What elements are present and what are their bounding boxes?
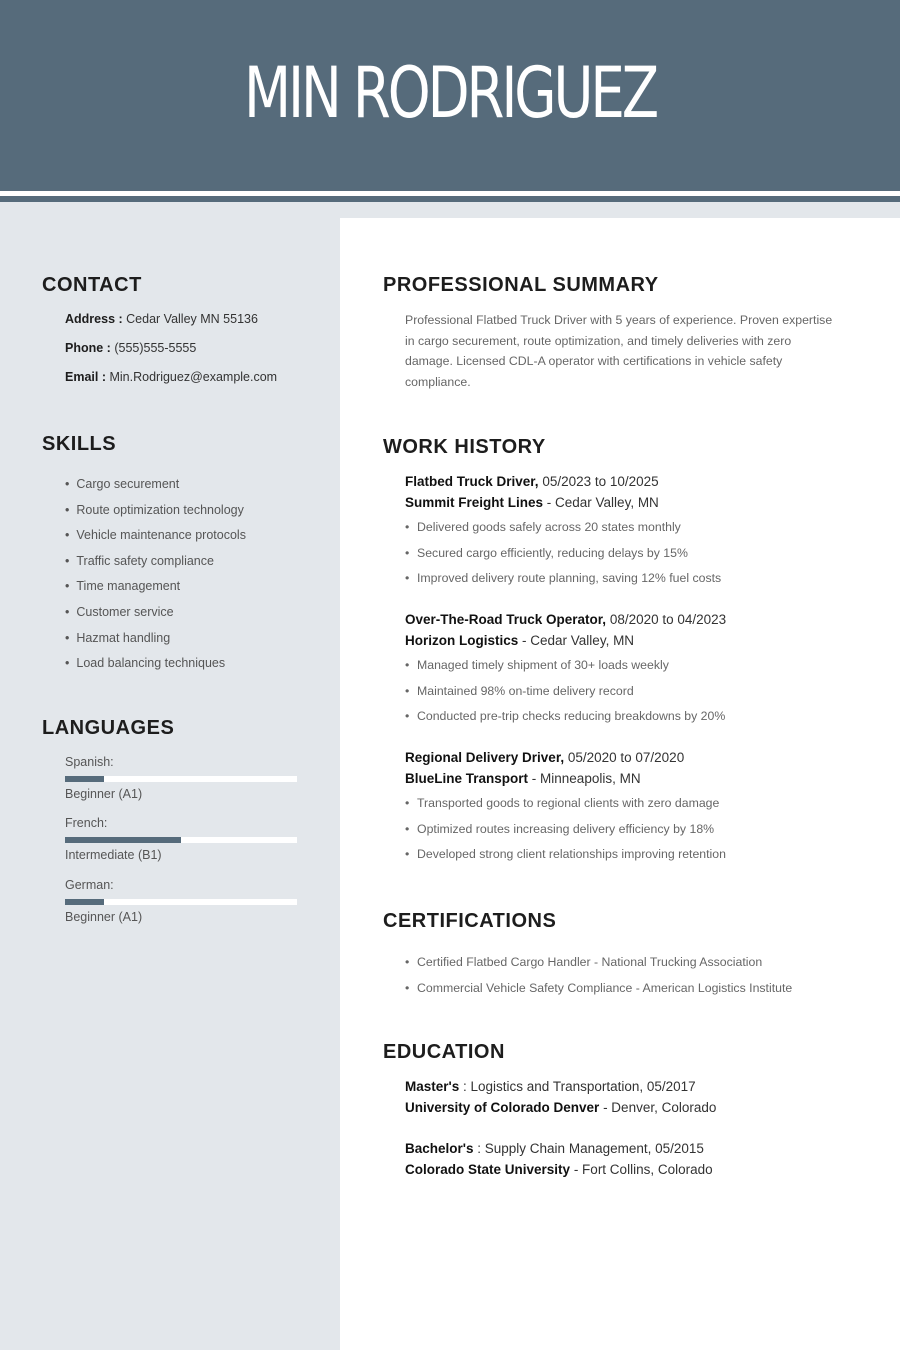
skill-item: • Customer service <box>65 603 246 629</box>
phone-value: (555)555-5555 <box>114 341 197 355</box>
job-bullets <box>405 794 865 871</box>
contact-title: CONTACT <box>42 274 142 296</box>
job-role: Flatbed Truck Driver, <box>405 474 539 489</box>
degree-field: : Supply Chain Management, 05/2015 <box>477 1141 704 1156</box>
job-bullet: • Delivered goods safely across 20 states monthly <box>405 518 865 544</box>
skill-item: • Traffic safety compliance <box>65 552 246 578</box>
job-role-line <box>405 472 865 493</box>
school-location: - Denver, Colorado <box>603 1100 717 1115</box>
skill-item: • Route optimization technology <box>65 501 246 527</box>
certifications-title: CERTIFICATIONS <box>383 910 557 932</box>
school-line <box>405 1160 865 1181</box>
job-dates: 05/2020 to 07/2020 <box>567 750 685 765</box>
skills-title: SKILLS <box>42 433 117 455</box>
education-entry <box>405 1139 865 1181</box>
phone-label: Phone : <box>65 341 111 355</box>
school-location: - Fort Collins, Colorado <box>573 1162 713 1177</box>
job-role: Over-The-Road Truck Operator, <box>405 612 607 627</box>
job-location: - Cedar Valley, MN <box>522 633 635 648</box>
proficiency-fill <box>65 899 104 905</box>
header-banner <box>0 0 900 191</box>
job-entry <box>405 748 865 871</box>
job-bullet: • Developed strong client relationships improving retention <box>405 845 865 871</box>
certification-item: • Certified Flatbed Cargo Handler - National Trucking Association <box>405 953 792 979</box>
summary-line: Professional Flatbed Truck Driver with 5 years of experience. Proven expertise <box>405 313 833 327</box>
job-company-line <box>405 769 865 790</box>
language-level: Beginner (A1) <box>65 787 143 801</box>
job-entry <box>405 472 865 595</box>
job-location: - Cedar Valley, MN <box>546 495 659 510</box>
proficiency-fill <box>65 776 104 782</box>
proficiency-bar <box>65 899 297 905</box>
school: University of Colorado Denver <box>405 1100 600 1115</box>
skill-item: • Time management <box>65 577 246 603</box>
language-name: German: <box>65 878 114 892</box>
language-spanish <box>65 755 297 801</box>
job-company-line <box>405 631 865 652</box>
job-role-line <box>405 610 865 631</box>
language-name: Spanish: <box>65 755 114 769</box>
degree: Master's <box>405 1079 460 1094</box>
contact-phone <box>65 341 196 355</box>
job-bullet: • Secured cargo efficiently, reducing delays by 15% <box>405 544 865 570</box>
degree: Bachelor's <box>405 1141 474 1156</box>
skill-item: • Cargo securement <box>65 475 246 501</box>
summary-line: damage. Licensed CDL-A operator with certifications in vehicle safety <box>405 354 783 368</box>
skills-list <box>65 475 246 680</box>
summary-line: in cargo securement, route optimization, and timely deliveries with zero <box>405 333 792 348</box>
job-bullets <box>405 518 865 595</box>
contact-email <box>65 370 277 384</box>
job-company-line <box>405 493 865 514</box>
job-location: - Minneapolis, MN <box>531 771 641 786</box>
proficiency-bar <box>65 776 297 782</box>
degree-line <box>405 1139 865 1160</box>
languages-title: LANGUAGES <box>42 717 175 739</box>
job-bullet: • Managed timely shipment of 30+ loads weekly <box>405 656 865 682</box>
school-line <box>405 1098 865 1119</box>
proficiency-bar <box>65 837 297 843</box>
language-french <box>65 816 297 862</box>
education-entry <box>405 1077 865 1119</box>
certification-item: • Commercial Vehicle Safety Compliance - American Logistics Institute <box>405 979 792 1005</box>
address-label: Address : <box>65 312 123 326</box>
proficiency-fill <box>65 837 181 843</box>
summary-title: PROFESSIONAL SUMMARY <box>383 274 659 296</box>
language-german <box>65 878 297 924</box>
job-role-line <box>405 748 865 769</box>
job-bullet: • Optimized routes increasing delivery efficiency by 18% <box>405 820 865 846</box>
job-bullets <box>405 656 865 733</box>
skill-item: • Hazmat handling <box>65 629 246 655</box>
candidate-name: MIN RODRIGUEZ <box>243 52 657 134</box>
school: Colorado State University <box>405 1162 571 1177</box>
job-bullet: • Improved delivery route planning, saving 12% fuel costs <box>405 569 865 595</box>
job-dates: 08/2020 to 04/2023 <box>609 612 727 627</box>
job-bullet: • Transported goods to regional clients with zero damage <box>405 794 865 820</box>
language-level: Intermediate (B1) <box>65 848 162 862</box>
top-strip <box>340 202 900 218</box>
language-name: French: <box>65 816 108 830</box>
degree-field: : Logistics and Transportation, 05/2017 <box>463 1079 696 1094</box>
job-company: BlueLine Transport <box>405 771 529 786</box>
job-entry <box>405 610 865 733</box>
contact-address <box>65 312 258 326</box>
skill-item: • Vehicle maintenance protocols <box>65 526 246 552</box>
job-bullet: • Maintained 98% on-time delivery record <box>405 682 865 708</box>
email-value: Min.Rodriguez@example.com <box>109 370 278 384</box>
work-title: WORK HISTORY <box>383 436 546 458</box>
job-dates: 05/2023 to 10/2025 <box>542 474 659 489</box>
address-value: Cedar Valley MN 55136 <box>126 312 258 326</box>
job-company: Horizon Logistics <box>405 633 519 648</box>
skill-item: • Load balancing techniques <box>65 654 246 680</box>
degree-line <box>405 1077 865 1098</box>
email-label: Email : <box>65 370 106 384</box>
job-bullet: • Conducted pre-trip checks reducing breakdowns by 20% <box>405 707 865 733</box>
summary-text <box>405 310 850 392</box>
job-company: Summit Freight Lines <box>405 495 544 510</box>
education-title: EDUCATION <box>383 1041 505 1063</box>
summary-line: compliance. <box>405 374 471 389</box>
certifications-list <box>405 953 792 1004</box>
language-level: Beginner (A1) <box>65 910 143 924</box>
job-role: Regional Delivery Driver, <box>405 750 565 765</box>
